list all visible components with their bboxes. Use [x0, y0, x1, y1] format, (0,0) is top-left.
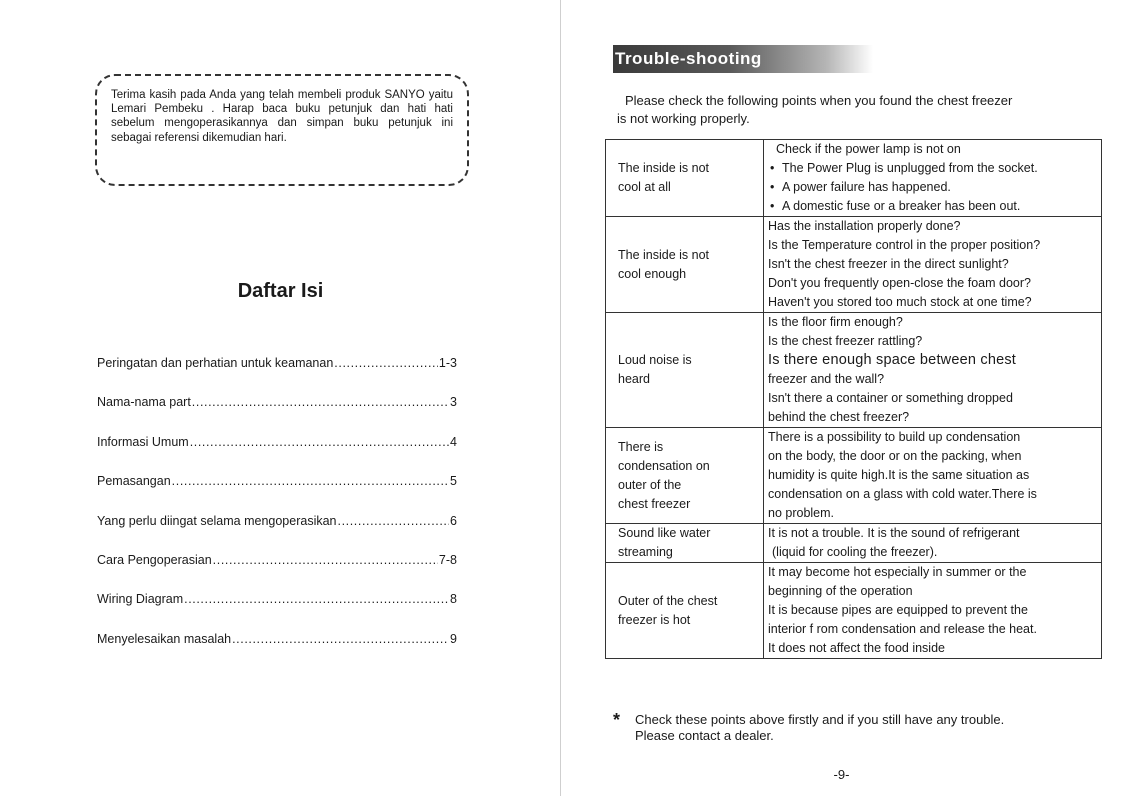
solution-line: Is the floor firm enough? [768, 315, 903, 329]
toc-entry-label: Nama-nama part [97, 395, 191, 410]
toc-leader-dots [190, 435, 449, 449]
toc-leader-dots [232, 632, 449, 646]
section-title: Trouble-shooting [613, 45, 873, 73]
toc-entry-page: 7-8 [438, 552, 457, 567]
toc-entry [97, 553, 457, 592]
solution-line: condensation on a glass with cold water.There is [768, 487, 1037, 501]
table-row [606, 313, 1102, 428]
toc-entry-page: 3 [450, 395, 457, 410]
problem-line: There is [618, 439, 664, 454]
toc-leader-dots [213, 553, 438, 567]
solution-line: Has the installation properly done? [768, 219, 961, 233]
solution-cell [764, 563, 1102, 659]
toc-entry [97, 514, 457, 553]
toc-entry-label: Cara Pengoperasian [97, 552, 212, 567]
problem-line: cool enough [618, 266, 687, 281]
table-row [606, 140, 1102, 217]
page-number: -9- [833, 767, 850, 782]
note-line-2: Please contact a dealer. [635, 728, 774, 743]
solution-line: Is there enough space between chest [768, 352, 1017, 368]
solution-cell [764, 313, 1102, 428]
footer-note [613, 712, 1113, 744]
solution-cell [764, 140, 1102, 217]
problem-line: The inside is not [618, 161, 710, 175]
intro-text: Terima kasih pada Anda yang telah membeli produk SANYO yaitu Lemari Pembeku . Harap baca buku petunjuk dan hati hati sebelum mengoperasikannya dan simpan buku petunjuk ini sebagai referensi dikemudian hari. [111, 89, 453, 144]
solution-line: Isn't the chest freezer in the direct sunlight? [768, 257, 1009, 271]
toc-entry-page: 5 [450, 474, 457, 489]
intro-text-box [95, 74, 469, 186]
toc-leader-dots [338, 514, 450, 528]
solution-line: Is the Temperature control in the proper position? [768, 238, 1041, 252]
problem-line: Loud noise is [618, 353, 692, 367]
solution-cell [764, 428, 1102, 524]
problem-line: condensation on [618, 458, 710, 473]
solution-line: freezer and the wall? [768, 372, 885, 386]
toc-entry [97, 632, 457, 671]
toc-leader-dots [172, 474, 449, 488]
solution-line: • A domestic fuse or a breaker has been out. [768, 197, 1098, 216]
solution-line: behind the chest freezer? [768, 410, 910, 424]
solution-line: Is the chest freezer rattling? [768, 334, 923, 348]
toc-entry-page: 1-3 [438, 356, 457, 370]
table-row [606, 428, 1102, 524]
toc-entry-page: 4 [450, 434, 457, 449]
solution-line: Isn't there a container or something dropped [768, 391, 1013, 405]
toc-leader-dots [192, 395, 449, 409]
problem-cell [606, 428, 764, 524]
solution-line: on the body, the door or on the packing, when [768, 449, 1022, 463]
intro-line-2: is not working properly. [617, 111, 750, 126]
problem-cell [606, 217, 764, 313]
problem-cell [606, 563, 764, 659]
problem-cell [606, 313, 764, 428]
solution-line: It is not a trouble. It is the sound of refrigerant [768, 526, 1020, 540]
asterisk-icon: * [613, 710, 621, 730]
solution-cell [764, 217, 1102, 313]
toc-leader-dots [334, 356, 438, 370]
problem-line: cool at all [618, 180, 671, 194]
toc-entry [97, 395, 457, 434]
toc-entry-page: 8 [450, 592, 457, 607]
problem-line: Outer of the chest [618, 593, 718, 608]
solution-line: Don't you frequently open-close the foam door? [768, 276, 1031, 290]
solution-line: Check if the power lamp is not on [776, 142, 961, 156]
toc-leader-dots [184, 592, 449, 606]
problem-line: outer of the [618, 477, 682, 492]
problem-line: Sound like water [618, 526, 711, 540]
toc-entry-label: Pemasangan [97, 474, 171, 489]
solution-line: (liquid for cooling the freezer). [772, 545, 938, 559]
toc-entry-page: 6 [450, 513, 457, 528]
problem-line: freezer is hot [618, 612, 691, 627]
table-row [606, 563, 1102, 659]
toc-entry-page: 9 [450, 631, 457, 646]
intro-line-1: Please check the following points when you found the chest freezer [625, 93, 1013, 108]
solution-line: interior f rom condensation and release the heat. [768, 622, 1037, 636]
problem-line: heard [618, 372, 650, 386]
table-row [606, 217, 1102, 313]
problem-cell [606, 524, 764, 563]
solution-line: beginning of the operation [768, 584, 913, 598]
toc-entry-label: Informasi Umum [97, 434, 189, 449]
toc-entry [97, 435, 457, 474]
table-of-contents [97, 356, 457, 671]
problem-line: chest freezer [618, 496, 691, 511]
solution-line: • A power failure has happened. [768, 178, 1098, 197]
toc-entry [97, 592, 457, 631]
solution-line: It is because pipes are equipped to prevent the [768, 603, 1028, 617]
note-line-1: Check these points above firstly and if you still have any trouble. [635, 712, 1005, 727]
toc-entry-label: Yang perlu diingat selama mengoperasikan [97, 513, 337, 528]
solution-cell [764, 524, 1102, 563]
table-row [606, 524, 1102, 563]
solution-line: Haven't you stored too much stock at one time? [768, 295, 1032, 309]
toc-entry [97, 474, 457, 513]
solution-line: humidity is quite high.It is the same situation as [768, 468, 1030, 482]
toc-title: Daftar Isi [237, 280, 324, 302]
solution-line: It may become hot especially in summer or the [768, 565, 1027, 579]
solution-line: There is a possibility to build up condensation [768, 430, 1021, 444]
troubleshooting-table [605, 139, 1102, 659]
toc-entry-label: Peringatan dan perhatian untuk keamanan [97, 356, 334, 370]
troubleshooting-intro [617, 92, 1107, 128]
problem-line: The inside is not [618, 247, 710, 262]
solution-line: It does not affect the food inside [768, 641, 945, 655]
solution-line: no problem. [768, 506, 835, 520]
toc-entry-label: Menyelesaikan masalah [97, 631, 232, 646]
problem-cell [606, 140, 764, 217]
toc-entry [97, 356, 457, 395]
solution-line: • The Power Plug is unplugged from the socket. [768, 159, 1098, 178]
toc-entry-label: Wiring Diagram [97, 592, 184, 607]
problem-line: streaming [618, 545, 673, 559]
right-page [561, 0, 1122, 796]
